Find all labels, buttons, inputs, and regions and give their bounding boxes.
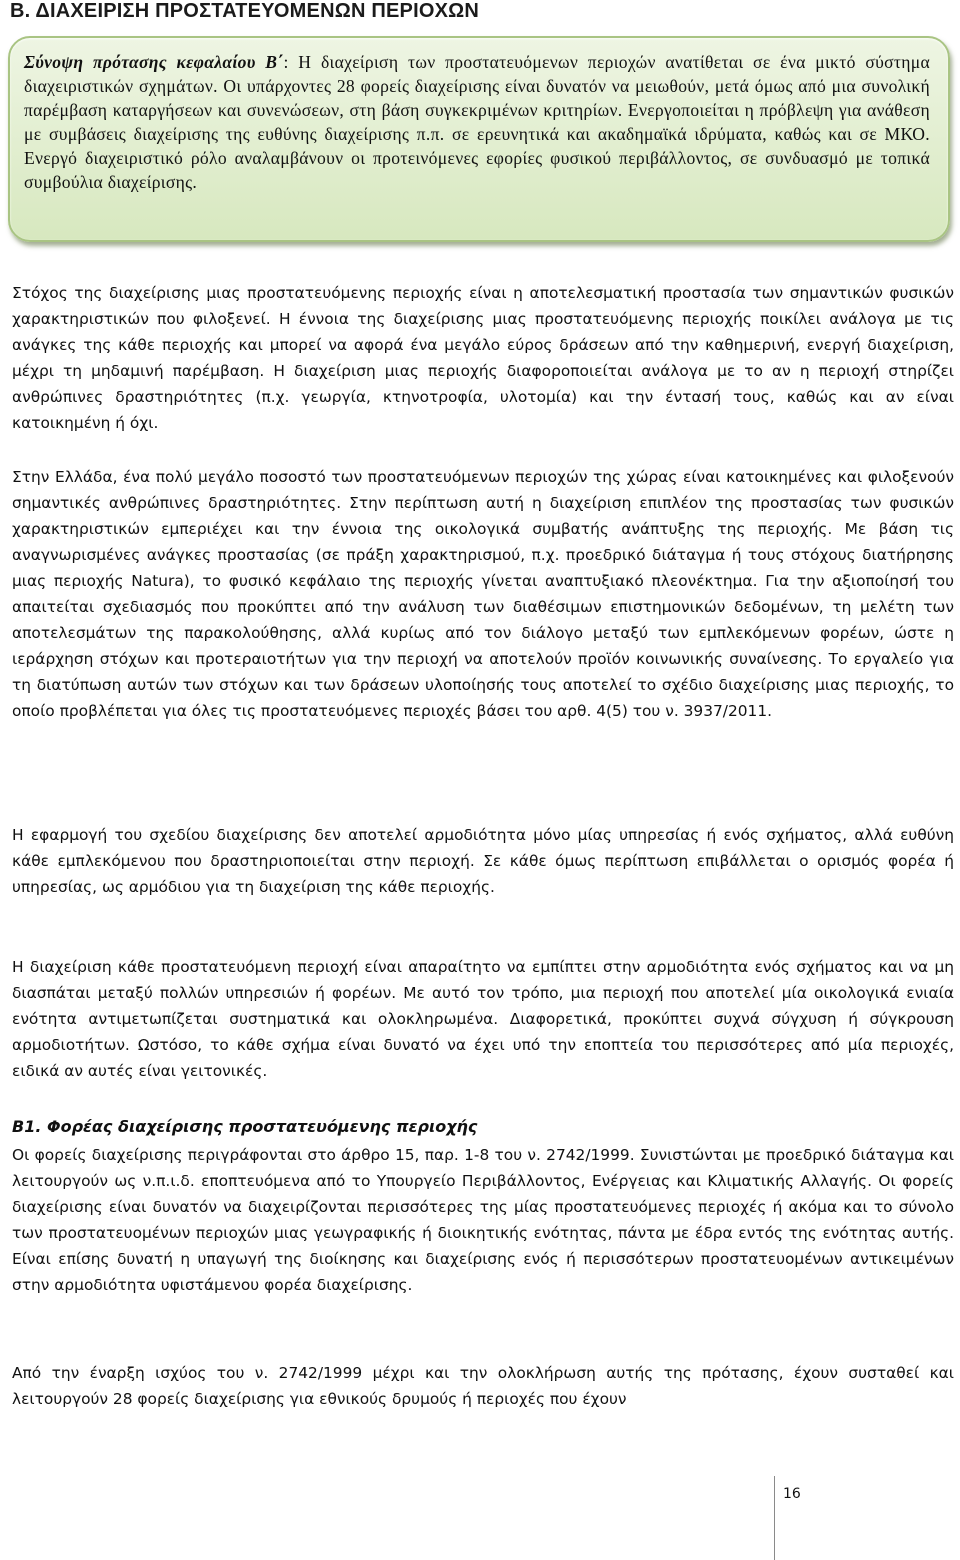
section-heading: Β. ΔΙΑΧΕΙΡΙΣΗ ΠΡΟΣΤΑΤΕΥΟΜΕΝΩΝ ΠΕΡΙΟΧΩΝ (10, 0, 480, 22)
paragraph-management-bodies: Οι φορείς διαχείρισης περιγράφονται στο άρθρο 15, παρ. 1-8 του ν. 2742/1999. Συνιστώνται με προεδρικό διάταγμα και λειτουργούν ως ν.π.ι.δ. εποπτευόμενα από το Υπουργείο Περιβάλλοντος, Ενέργειας και Κλιματικής Αλλαγής. Οι φορείς διαχείρισης είναι δυνατόν να διαχειρίζονται περισσότερες της μίας προστατευόμενες περιοχές ή ακόμα και το σύνολο των προστατευομένων περιοχών μιας γεωγραφικής ή διοικητικής ενότητας, πάντα με έδρα εντός της ενότητας αυτής. Είναι επίσης δυνατή η υπαγωγή της διοίκησης και διαχείρισης ενός ή περισσότερων προστατευομένων αντικειμένων στην αρμοδιότητα υφιστάμενου φορέα διαχείρισης. (12, 1146, 954, 1294)
subsection-heading: Β1. Φορέας διαχείρισης προστατευόμενης περιοχής (12, 1117, 478, 1136)
summary-body: : Η διαχείριση των προστατευόμενων περιοχών ανατίθεται σε ένα μικτό σύστημα διαχειριστικών σχημάτων. Οι υπάρχοντες 28 φορείς διαχείρισης είναι δυνατόν να μειωθούν, μετά όμως από μια συνολική παρέμβαση καταργήσεων και συνενώσεων, στη βάση συγκεκριμένων κριτηρίων. Ενεργοποιείται η πρόβλεψη για ανάθεση με συμβάσεις διαχείρισης της ευθύνης διαχείρισης π.π. σε ερευνητικά και ακαδημαϊκά ιδρύματα, καθώς και σε ΜΚΟ. Ενεργό διαχειριστικό ρόλο αναλαμβάνουν οι προτεινόμενες εφορίες φυσικού περιβάλλοντος, σε συνδυασμό με τοπικά συμβούλια διαχείρισης. (24, 52, 931, 192)
summary-lead: Σύνοψη πρότασης κεφαλαίου Β΄ (24, 52, 284, 72)
paragraph-management-goal: Στόχος της διαχείρισης μιας προστατευόμενης περιοχής είναι η αποτελεσματική προστασία των σημαντικών φυσικών χαρακτηριστικών που φιλοξενεί. Η έννοια της διαχείρισης μιας προστατευόμενης περιοχής ποικίλει ανάλογα με τις ανάγκες της κάθε περιοχής και μπορεί να αφορά ένα μεγάλο εύρος δράσεων από την καθημερινή, ενεργή διαχείριση, μέχρι τη μηδαμινή παρέμβαση. Η διαχείριση μιας περιοχής διαφοροποιείται ανάλογα με το αν η περιοχή στηρίζει ανθρώπινες δραστηριότητες (π.χ. γεωργία, κτηνοτροφία, υλοτομία) και την έντασή τους, καθώς και αν είναι κατοικημένη ή όχι. (12, 284, 954, 432)
footer-divider (774, 1476, 775, 1560)
paragraph-existing-bodies: Από την έναρξη ισχύος του ν. 2742/1999 μέχρι και την ολοκλήρωση αυτής της πρότασης, έχουν συσταθεί και λειτουργούν 28 φορείς διαχείρισης για εθνικούς δρυμούς ή περιοχές που έχουν (12, 1364, 954, 1408)
paragraph-greece-context: Στην Ελλάδα, ένα πολύ μεγάλο ποσοστό των προστατευόμενων περιοχών της χώρας είναι κατοικημένες και φιλοξενούν σημαντικές ανθρώπινες δραστηριότητες. Στην περίπτωση αυτή η διαχείριση επιπλέον της προστασίας των φυσικών χαρακτηριστικών εμπεριέχει και την έννοια της οικολογικά συμβατής ανάπτυξης της περιοχής. Με βάση τις αναγνωρισμένες ανάγκες προστασίας (σε πράξη χαρακτηρισμού, π.χ. προεδρικό διάταγμα ή τους στόχους διατήρησης μιας περιοχής Natura), το φυσικό κεφάλαιο της περιοχής γίνεται αναπτυξιακό πλεονέκτημα. Για την αξιοποίησή του απαιτείται σχεδιασμός που προκύπτει από την ανάλυση των διαθέσιμων επιστημονικών δεδομένων, τη μελέτη των αποτελεσμάτων της παρακολούθησης, αλλά κυρίως από τον διάλογο μεταξύ των εμπλεκόμενων φορέων, ώστε η ιεράρχηση στόχων και προτεραιοτήτων για την περιοχή να αποτελούν προϊόν κοινωνικής συναίνεσης. Το εργαλείο για τη διατύπωση αυτών των στόχων και των δράσεων υλοποίησής τους αποτελεί το σχέδιο διαχείρισης μιας περιοχής, το οποίο προβλέπεται για όλες τις προστατευόμενες περιοχές βάσει του αρθ. 4(5) του ν. 3937/2011. (12, 468, 954, 720)
paragraph-single-scheme: Η διαχείριση κάθε προστατευόμενη περιοχή είναι απαραίτητο να εμπίπτει στην αρμοδιότητα ενός σχήματος και να μη διασπάται μεταξύ πολλών υπηρεσιών ή φορέων. Με αυτό τον τρόπο, μια περιοχή που αποτελεί μία οικολογικά ενιαία ενότητα αντιμετωπίζεται συστηματικά και ολοκληρωμένα. Διαφορετικά, προκύπτει συχνά σύγχυση ή σύγκρουση αρμοδιοτήτων. Ωστόσο, το κάθε σχήμα είναι δυνατό να έχει υπό την εποπτεία του περισσότερες από μία περιοχές, ειδικά αν αυτές είναι γειτονικές. (12, 958, 954, 1080)
page-number: 16 (783, 1486, 801, 1502)
paragraph-plan-implementation: Η εφαρμογή του σχεδίου διαχείρισης δεν αποτελεί αρμοδιότητα μόνο μίας υπηρεσίας ή ενός σχήματος, αλλά ευθύνη κάθε εμπλεκόμενου που δραστηριοποιείται στην περιοχή. Σε κάθε όμως περίπτωση επιβάλλεται ο ορισμός φορέα ή υπηρεσίας, ως αρμόδιου για τη διαχείριση της κάθε περιοχής. (12, 826, 954, 896)
summary-text (24, 50, 930, 194)
